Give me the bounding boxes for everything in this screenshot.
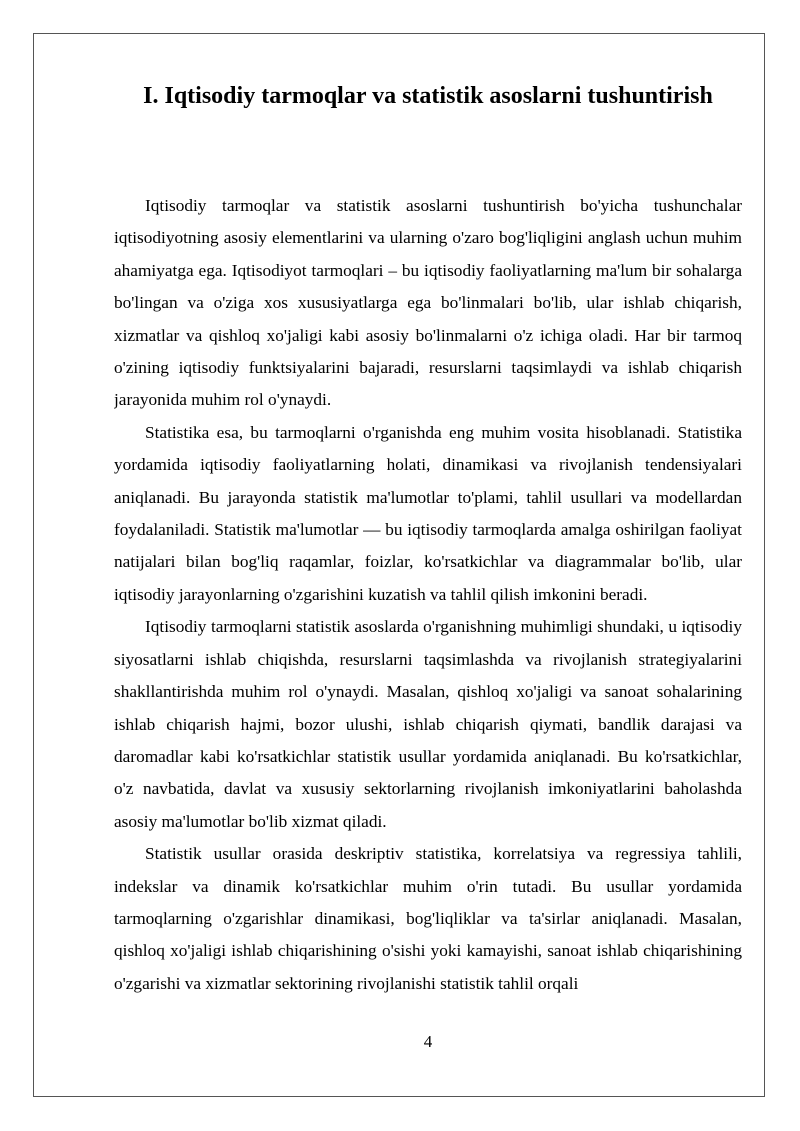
paragraph-1: Iqtisodiy tarmoqlar va statistik asoslarni tushuntirish bo'yicha tushunchalar iqtisodiyotning asosiy elementlarini va ularning o'zaro bog'liqligini anglash uchun muhim ahamiyatga ega. Iqtisodiyot tarmoqlari – bu iqtisodiy faoliyatlarning ma'lum bir sohalarga bo'lingan va o'ziga xos xususiyatlarga ega bo'linmalari bo'lib, ular ishlab chiqarish, xizmatlar va qishloq xo'jaligi kabi asosiy bo'linmalarni o'z ichiga oladi. Har bir tarmoq o'zining iqtisodiy funktsiyalarini bajaradi, resurslarni taqsimlaydi va ishlab chiqarish jarayonida muhim rol o'ynaydi. [114, 196, 742, 410]
body-text [114, 190, 742, 1032]
paragraph-3: Iqtisodiy tarmoqlarni statistik asoslarda o'rganishning muhimligi shundaki, u iqtisodiy siyosatlarni ishlab chiqishda, resurslarni taqsimlashda va rivojlanish strategiyalarini shakllantirishda muhim rol o'ynaydi. Masalan, qishloq xo'jaligi va sanoat sohalarining ishlab chiqarish hajmi, bozor ulushi, ishlab chiqarish qiymati, bandlik darajasi va daromadlar kabi ko'rsatkichlar statistik usullar yordamida aniqlanadi. Bu ko'rsatkichlar, o'z navbatida, davlat va xususiy sektorlarning rivojlanish imkoniyatlarini baholashda asosiy ma'lumotlar bo'lib xizmat qiladi. [114, 617, 742, 831]
paragraph-2: Statistika esa, bu tarmoqlarni o'rganishda eng muhim vosita hisoblanadi. Statistika yordamida iqtisodiy faoliyatlarning holati, dinamikasi va rivojlanish tendensiyalari aniqlanadi. Bu jarayonda statistik ma'lumotlar to'plami, tahlil usullari va modellardan foydalaniladi. Statistik ma'lumotlar — bu iqtisodiy tarmoqlarda amalga oshirilgan faoliyat natijalari bilan bog'liq raqamlar, foizlar, ko'rsatkichlar va diagrammalar bo'lib, ular iqtisodiy jarayonlarning o'zgarishini kuzatish va tahlil qilish imkonini beradi. [114, 422, 742, 604]
section-title: I. Iqtisodiy tarmoqlar va statistik asoslarni tushuntirish [143, 83, 713, 109]
page-number: 4 [423, 1032, 433, 1051]
paragraph-4: Statistik usullar orasida deskriptiv statistika, korrelatsiya va regressiya tahlili, indekslar va dinamik ko'rsatkichlar muhim o'rin tutadi. Bu usullar yordamida tarmoqlarning o'zgarishlar dinamikasi, bog'liqliklar va ta'sirlar aniqlanadi. Masalan, qishloq xo'jaligi ishlab chiqarishining o'sishi yoki kamayishi, sanoat ishlab chiqarishining o'zgarishi va xizmatlar sektorining rivojlanishi statistik tahlil orqali [114, 844, 742, 993]
